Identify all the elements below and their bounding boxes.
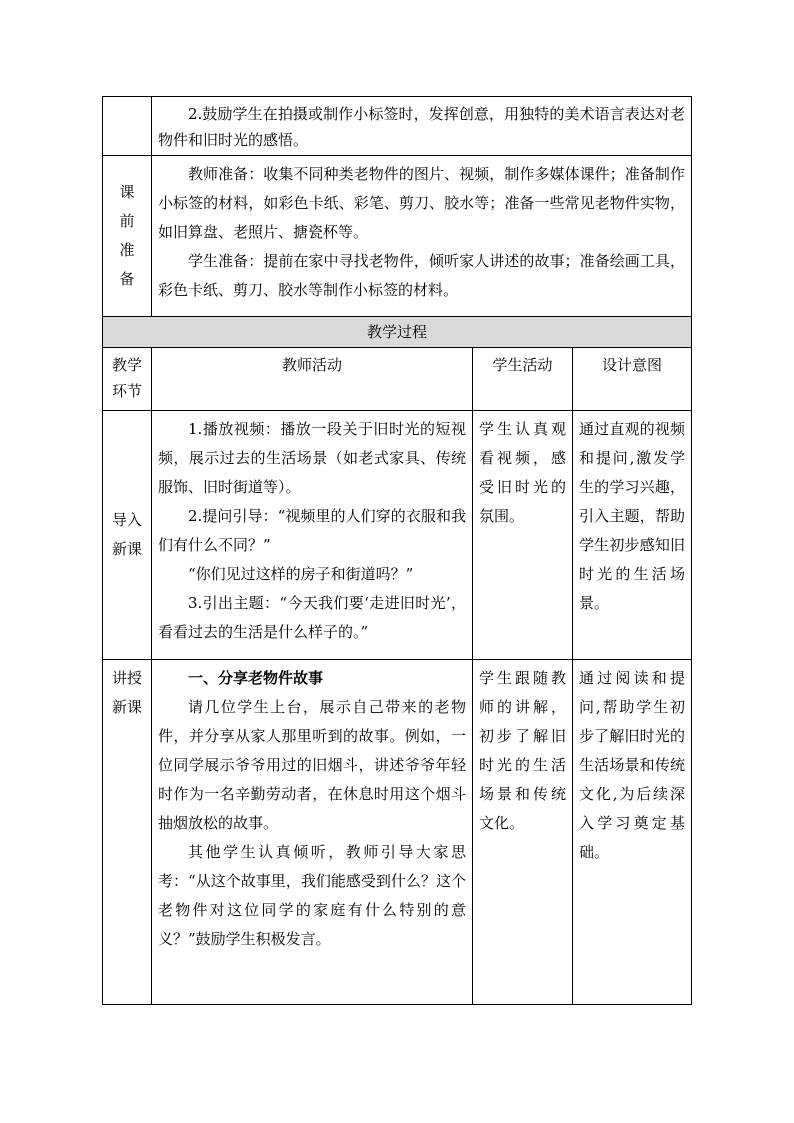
stage-label: 导入新课 — [111, 511, 142, 558]
process-header-row — [103, 348, 692, 411]
teacher-activity-paragraph: 2.提问引导：“视频里的人们穿的衣服和我们有什么不同？” — [158, 507, 466, 554]
design-intent-cell — [573, 411, 692, 660]
preparation-label-char: 备 — [119, 270, 135, 288]
preparation-label — [103, 156, 152, 317]
header-teacher-activity: 教师活动 — [152, 348, 473, 411]
preparation-content — [152, 156, 692, 317]
student-preparation-text: 学生准备：提前在家中寻找老物件，倾听家人讲述的故事；准备绘画工具，彩色卡纸、剪刀、胶水等制作小标签的材料。 — [158, 252, 685, 299]
preparation-label-char: 前 — [119, 212, 135, 230]
stage-cell — [103, 660, 152, 1005]
preparation-label-char: 课 — [119, 183, 135, 201]
design-intent-cell — [573, 660, 692, 1005]
preparation-label-char: 准 — [119, 241, 135, 259]
process-title: 教学过程 — [103, 317, 692, 348]
lesson-plan-table — [102, 96, 692, 1005]
section-heading: 一、分享老物件故事 — [188, 669, 324, 687]
table-row — [103, 411, 692, 660]
stage-cell — [103, 411, 152, 660]
header-student-activity: 学生活动 — [473, 348, 573, 411]
student-activity-text: 学生跟随教师的讲解，初步了解旧时光的生活场景和传统文化。 — [479, 669, 566, 832]
teacher-activity-paragraph: 其他学生认真倾听，教师引导大家思考：“从这个故事里，我们能感受到什么？这个老物件对这位同学的家庭有什么特别的意义？”鼓励学生积极发言。 — [158, 843, 466, 948]
teacher-activity-paragraph: 请几位学生上台，展示自己带来的老物件，并分享从家人那里听到的故事。例如，一位同学展示爷爷用过的旧烟斗，讲述爷爷年轻时作为一名辛勤劳动者，在休息时用这个烟斗抽烟放松的故事。 — [158, 698, 466, 832]
teacher-activity-paragraph: 1.播放视频：播放一段关于旧时光的短视频，展示过去的生活场景（如老式家具、传统服饰、旧时街道等）。 — [158, 420, 466, 496]
table-row — [103, 660, 692, 1005]
header-stage-text: 教学环节 — [111, 356, 142, 400]
objective-2-text: 2.鼓励学生在拍摄或制作小标签时，发挥创意，用独特的美术语言表达对老物件和旧时光的感悟。 — [158, 105, 685, 149]
header-design-intent: 设计意图 — [573, 348, 692, 411]
preparation-row — [103, 156, 692, 317]
teacher-activity-cell — [152, 660, 473, 1005]
design-intent-text: 通过阅读和提问,帮助学生初步了解旧时光的生活场景和传统文化,为后续深入学习奠定基础。 — [579, 669, 685, 861]
student-activity-text: 学生认真观看视频，感受旧时光的氛围。 — [479, 420, 566, 525]
objectives-row — [103, 97, 692, 156]
teacher-activity-cell — [152, 411, 473, 660]
header-stage — [103, 348, 152, 411]
student-activity-cell — [473, 411, 573, 660]
teacher-activity-paragraph: 3.引出主题：“今天我们要‘走进旧时光’，看看过去的生活是什么样子的。” — [158, 594, 466, 641]
stage-label: 讲授新课 — [111, 669, 142, 716]
teacher-preparation-text: 教师准备：收集不同种类老物件的图片、视频，制作多媒体课件；准备制作小标签的材料，如彩色卡纸、彩笔、剪刀、胶水等；准备一些常见老物件实物，如旧算盘、老照片、搪瓷杯等。 — [158, 165, 685, 241]
process-title-row — [103, 317, 692, 348]
design-intent-text: 通过直观的视频和提问,激发学生的学习兴趣，引入主题，帮助学生初步感知旧时光的生活场景。 — [579, 420, 685, 612]
objectives-cell — [152, 97, 692, 156]
objectives-label-cell — [103, 97, 152, 156]
teacher-activity-paragraph: “你们见过这样的房子和街道吗？” — [188, 565, 414, 583]
student-activity-cell — [473, 660, 573, 1005]
